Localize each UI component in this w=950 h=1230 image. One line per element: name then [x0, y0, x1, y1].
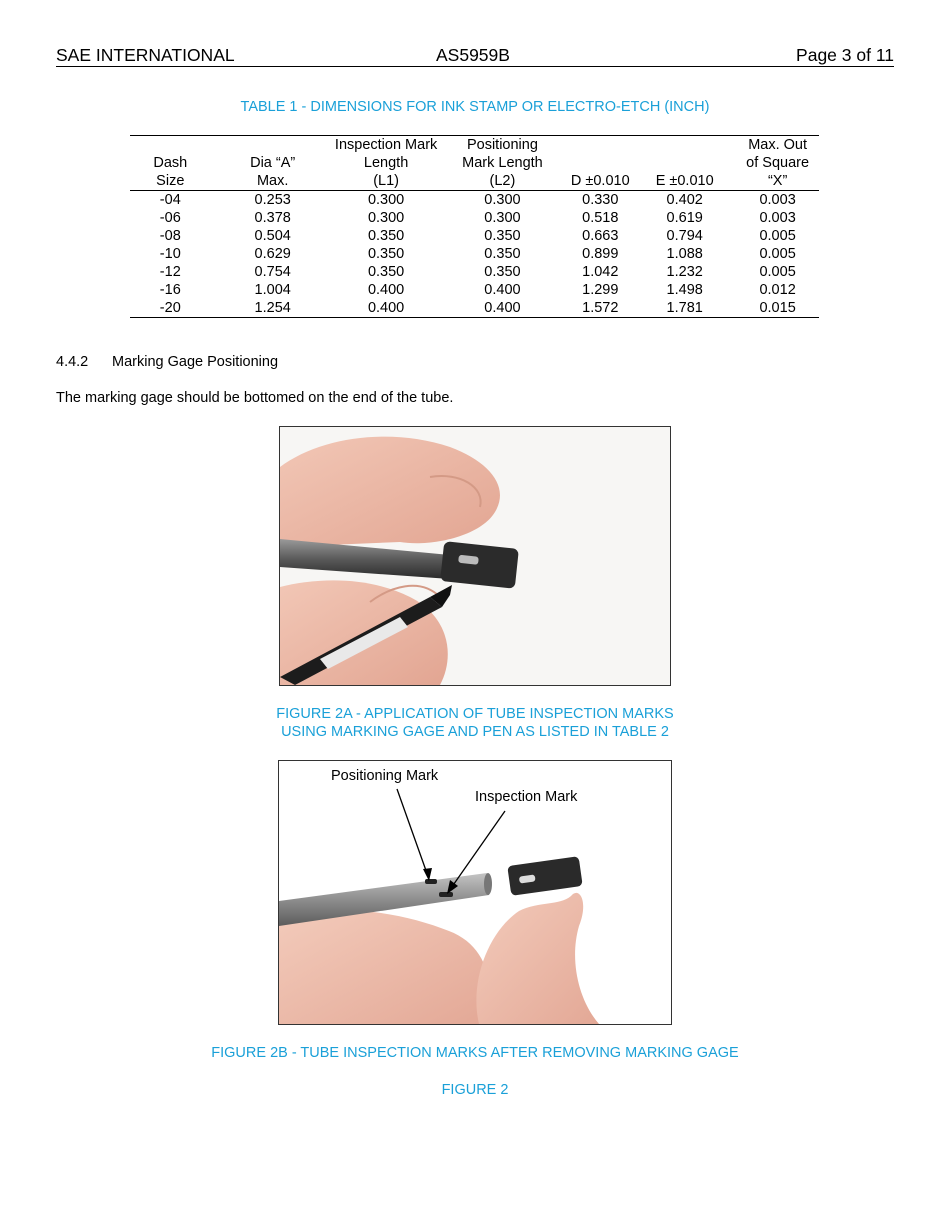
figure-2-title: FIGURE 2: [441, 1082, 509, 1098]
table-cell: 1.781: [633, 299, 736, 318]
table-cell: 0.400: [437, 299, 567, 318]
table-cell: 1.232: [666, 264, 703, 280]
table-cell: 0.300: [367, 192, 405, 208]
table-header-cell: Mark Length: [462, 155, 543, 171]
table-cell: 1.254: [211, 299, 335, 318]
figure-2b-caption: FIGURE 2B - TUBE INSPECTION MARKS AFTER REMOVING MARKING GAGE: [211, 1045, 739, 1061]
table-cell: 0.400: [367, 282, 405, 298]
figure-2a-photo: [279, 426, 671, 686]
table-row: [130, 227, 819, 245]
table-cell: 0.899: [582, 246, 619, 262]
table-title: TABLE 1 - DIMENSIONS FOR INK STAMP OR ELECTRO-ETCH (INCH): [240, 99, 710, 115]
table-cell: 0.005: [759, 246, 796, 262]
table-header-cell: of Square: [746, 155, 810, 171]
figure-2a-caption-line2: USING MARKING GAGE AND PEN AS LISTED IN TABLE 2: [281, 724, 669, 740]
table-header-cell: Dia “A”: [250, 155, 296, 171]
table-cell: 0.003: [759, 210, 796, 226]
header-doc-id: AS5959B: [436, 45, 510, 65]
table-cell: 0.629: [254, 246, 291, 262]
table-header-cell: Max. Out: [736, 136, 819, 155]
table-cell: 0.350: [484, 264, 521, 280]
table-cell: 0.402: [666, 192, 703, 208]
table-header-cell: [633, 136, 736, 155]
header-org: SAE INTERNATIONAL: [56, 45, 235, 65]
inspection-mark-label: Inspection Mark: [475, 789, 578, 805]
table-cell: -04: [159, 192, 181, 208]
table-cell: 0.012: [759, 282, 796, 298]
table-header-cell: Max.: [211, 172, 335, 191]
table-cell: 0.005: [759, 228, 796, 244]
table-cell: 0.350: [367, 228, 405, 244]
table-row: [130, 191, 819, 210]
table-cell: 0.350: [484, 228, 521, 244]
table-cell: 1.042: [582, 264, 619, 280]
table-row: [130, 299, 819, 318]
table-cell: 0.300: [367, 210, 405, 226]
figure-2a-caption-line1: FIGURE 2A - APPLICATION OF TUBE INSPECTION MARKS: [276, 706, 674, 722]
table-cell: -06: [159, 210, 181, 226]
page-header: [56, 44, 894, 67]
table-header-cell: Length: [363, 155, 409, 171]
table-header-cell: [130, 136, 211, 155]
table-cell: 0.330: [582, 192, 619, 208]
section-heading: [56, 352, 278, 372]
table-cell: -16: [159, 282, 181, 298]
table-header-cell: [211, 136, 335, 155]
table-cell: 0.663: [582, 228, 619, 244]
table-cell: 0.794: [666, 228, 703, 244]
table-header-cell: D ±0.010: [567, 172, 633, 191]
table-header-row: [130, 136, 819, 155]
table-cell: 0.619: [666, 210, 703, 226]
table-cell: 0.754: [254, 264, 291, 280]
table-header-cell: “X”: [736, 172, 819, 191]
table-cell: 1.004: [254, 282, 291, 298]
table-header-cell: (L2): [437, 172, 567, 191]
table-cell: 1.498: [666, 282, 703, 298]
table-cell: 0.504: [254, 228, 291, 244]
table-cell: 0.253: [254, 192, 291, 208]
table-cell: 1.299: [582, 282, 619, 298]
table-cell: 0.300: [484, 210, 521, 226]
dimensions-table: [130, 135, 819, 318]
section-body-text: The marking gage should be bottomed on the end of the tube.: [56, 390, 454, 406]
table-cell: -10: [159, 246, 181, 262]
table-header-cell: [633, 154, 736, 172]
table-cell: 0.518: [582, 210, 619, 226]
positioning-mark-label: Positioning Mark: [331, 768, 439, 784]
table-cell: 0.400: [335, 299, 438, 318]
table-cell: 0.378: [254, 210, 291, 226]
table-header-cell: [567, 136, 633, 155]
table-cell: 0.350: [367, 246, 405, 262]
table-cell: -08: [159, 228, 181, 244]
table-cell: 0.350: [484, 246, 521, 262]
table-cell: 0.350: [367, 264, 405, 280]
table-row: [130, 263, 819, 281]
table-cell: 0.400: [484, 282, 521, 298]
table-header-cell: Size: [130, 172, 211, 191]
header-page-number: Page 3 of 11: [796, 45, 894, 65]
table-cell: 0.003: [759, 192, 796, 208]
table-header-cell: Inspection Mark: [334, 137, 438, 153]
table-header-cell: Dash: [153, 155, 188, 171]
table-cell: 0.005: [759, 264, 796, 280]
table-row: [130, 281, 819, 299]
table-header-cell: (L1): [335, 172, 438, 191]
table-header-cell: Positioning: [437, 136, 567, 155]
table-cell: -12: [159, 264, 181, 280]
table-cell: 1.572: [567, 299, 633, 318]
section-title: Marking Gage Positioning: [112, 354, 279, 370]
table-header-cell: E ±0.010: [633, 172, 736, 191]
section-number: 4.4.2: [56, 354, 89, 370]
table-header-row: [130, 172, 819, 191]
table-row: [130, 245, 819, 263]
table-header-cell: [567, 154, 633, 172]
table-cell: 0.300: [484, 192, 521, 208]
table-header-row: [130, 154, 819, 172]
table-cell: 1.088: [666, 246, 703, 262]
table-cell: 0.015: [736, 299, 819, 318]
table-cell: -20: [130, 299, 211, 318]
table-row: [130, 209, 819, 227]
